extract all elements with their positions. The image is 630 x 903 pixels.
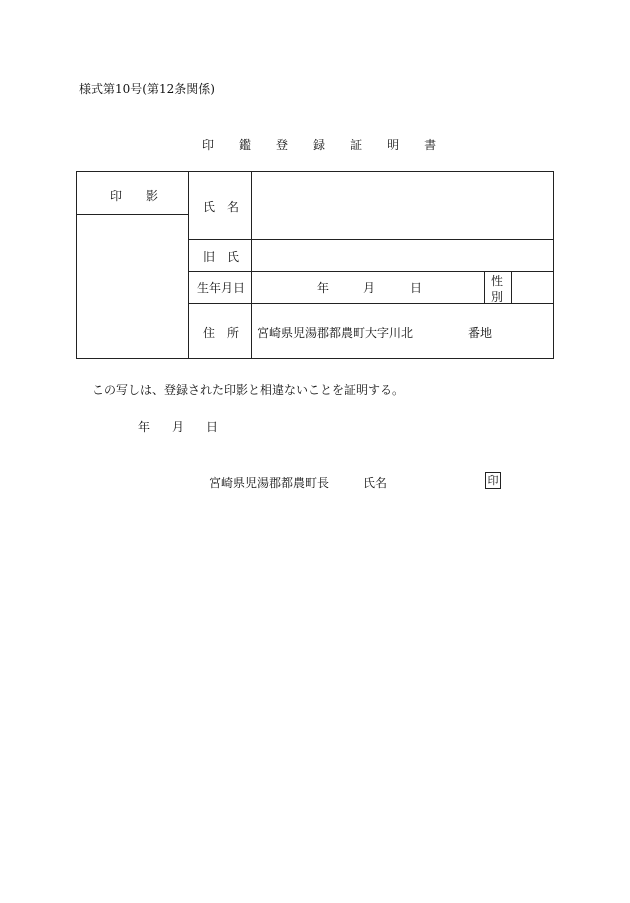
table-border-bottom <box>76 358 554 359</box>
date-month: 月 <box>172 420 185 434</box>
label-column-divider <box>251 171 252 359</box>
birthdate-label: 生年月日 <box>197 281 246 295</box>
seal-header-divider <box>76 214 189 215</box>
issuer-title: 宮崎県児湯郡都農町長 <box>209 476 330 490</box>
table-border-top <box>76 171 554 172</box>
date-year: 年 <box>138 420 151 434</box>
seal-mark: 印 <box>485 472 501 489</box>
title-char: 証 <box>350 138 363 152</box>
former-name-label: 旧 氏 <box>203 250 240 264</box>
gender-label-line2: 別 <box>491 290 504 304</box>
title-char: 録 <box>313 138 326 152</box>
gender-label-divider-left <box>484 271 485 304</box>
signature-name-label: 氏名 <box>363 476 388 490</box>
birthdate-year: 年 <box>317 281 330 295</box>
birthdate-month: 月 <box>363 281 376 295</box>
title-char: 印 <box>202 138 215 152</box>
signature-line <box>209 474 387 491</box>
seal-column-divider <box>188 171 189 359</box>
address-label: 住 所 <box>203 326 240 340</box>
address-suffix: 番地 <box>468 326 493 340</box>
certification-date <box>138 418 218 435</box>
document-title <box>202 136 436 153</box>
certification-statement: この写しは、登録された印影と相違ないことを証明する。 <box>92 383 405 397</box>
table-border-left <box>76 171 77 359</box>
row-divider-name <box>188 239 554 240</box>
gender-label-divider-right <box>511 271 512 304</box>
address-value: 宮崎県児湯郡都農町大字川北 <box>257 326 414 340</box>
title-char: 鑑 <box>239 138 252 152</box>
title-char: 明 <box>387 138 400 152</box>
title-char: 登 <box>276 138 289 152</box>
seal-label: 印 影 <box>110 189 159 203</box>
table-border-right <box>553 171 554 359</box>
date-day: 日 <box>206 420 219 434</box>
birthdate-day: 日 <box>410 281 423 295</box>
registration-table <box>76 171 554 359</box>
gender-label-line1: 性 <box>491 274 504 288</box>
name-label: 氏 名 <box>203 200 240 214</box>
form-number: 様式第10号(第12条関係) <box>79 82 215 96</box>
title-char: 書 <box>424 138 437 152</box>
